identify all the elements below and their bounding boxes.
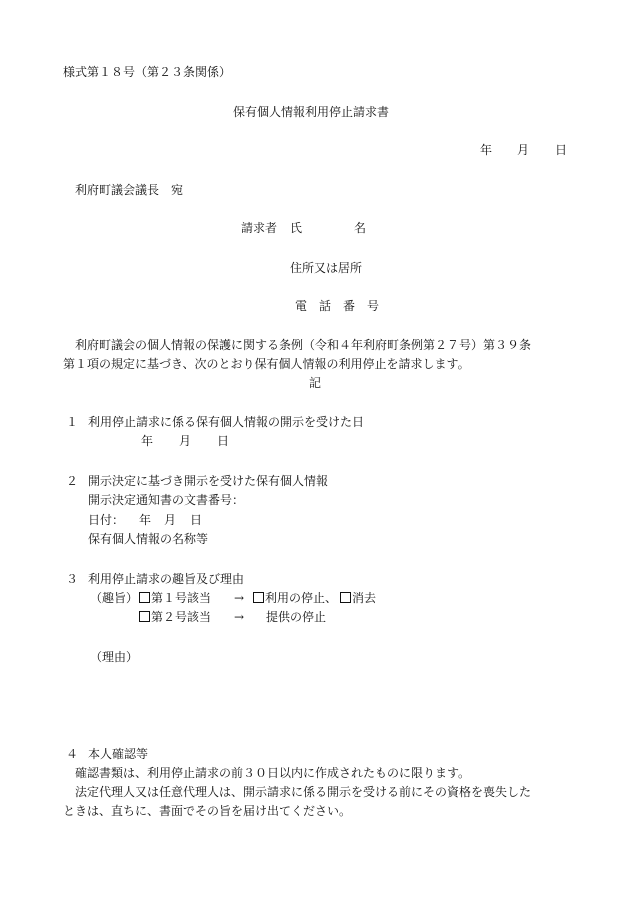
reason-label: （理由） — [90, 650, 139, 664]
section-3-number: ３ — [66, 572, 79, 586]
date-day: 日 — [555, 143, 568, 157]
option-1a-label: 利用の停止、 — [265, 591, 338, 605]
section-1-title: 利用停止請求に係る保有個人情報の開示を受けた日 — [88, 415, 365, 429]
requester-address: 住所又は居所 — [290, 261, 363, 275]
option-1b-label: 消去 — [352, 591, 377, 605]
section-2-info-name: 保有個人情報の名称等 — [88, 532, 209, 546]
section-2-number: ２ — [66, 474, 79, 488]
checkbox-option-2[interactable] — [139, 611, 150, 622]
section-2-title: 開示決定に基づき開示を受けた保有個人情報 — [88, 474, 329, 488]
section-1-month: 月 — [179, 434, 192, 448]
option-2a-label: 提供の停止 — [266, 610, 327, 624]
date-year: 年 — [480, 143, 493, 157]
section-4-number: ４ — [66, 747, 79, 761]
option-1a — [253, 592, 337, 604]
section-2-date-label: 日付： — [88, 513, 125, 527]
intro-line-2: 第１項の規定に基づき、次のとおり保有個人情報の利用停止を請求します。 — [63, 357, 470, 371]
section-2-month: 月 — [164, 513, 177, 527]
section-4-line-3: ときは、直ちに、書面でその旨を届け出てください。 — [63, 804, 352, 818]
requester-phone: 電 話 番 号 — [295, 299, 380, 313]
ki-heading: 記 — [309, 376, 322, 390]
requester-name-1: 氏 — [290, 221, 303, 235]
requester-label: 請求者 — [241, 221, 278, 235]
option-2 — [139, 611, 211, 623]
date-month: 月 — [517, 143, 530, 157]
document-title: 保有個人情報利用停止請求書 — [233, 105, 390, 119]
intro-line-1: 利府町議会の個人情報の保護に関する条例（令和４年利府町条例第２７号）第３９条 — [75, 338, 532, 352]
form-number: 様式第１８号（第２３条関係） — [63, 65, 232, 79]
checkbox-usage-stop[interactable] — [253, 592, 264, 603]
option-1 — [139, 592, 211, 604]
section-4-title: 本人確認等 — [88, 747, 149, 761]
checkbox-option-1[interactable] — [139, 592, 150, 603]
arrow-right-icon: → — [234, 591, 245, 605]
section-4-line-1: 確認書類は、利用停止請求の前３０日以内に作成されたものに限ります。 — [75, 766, 471, 780]
section-1-number: １ — [66, 415, 79, 429]
option-1-label: 第１号該当 — [151, 591, 212, 605]
section-2-year: 年 — [139, 513, 152, 527]
section-1-day: 日 — [217, 434, 230, 448]
section-1-year: 年 — [141, 434, 154, 448]
addressee: 利府町議会議長 宛 — [75, 183, 184, 197]
section-2-doc-number: 開示決定通知書の文書番号： — [88, 493, 245, 507]
section-3-title: 利用停止請求の趣旨及び理由 — [88, 572, 245, 586]
checkbox-deletion[interactable] — [340, 592, 351, 603]
arrow-right-icon: → — [234, 610, 245, 624]
section-2-day: 日 — [190, 513, 203, 527]
purpose-label: （趣旨） — [90, 591, 139, 605]
option-1b — [340, 592, 376, 604]
requester-name-2: 名 — [354, 221, 367, 235]
option-2-label: 第２号該当 — [151, 610, 212, 624]
section-4-line-2: 法定代理人又は任意代理人は、開示請求に係る開示を受ける前にその資格を喪失した — [75, 785, 532, 799]
